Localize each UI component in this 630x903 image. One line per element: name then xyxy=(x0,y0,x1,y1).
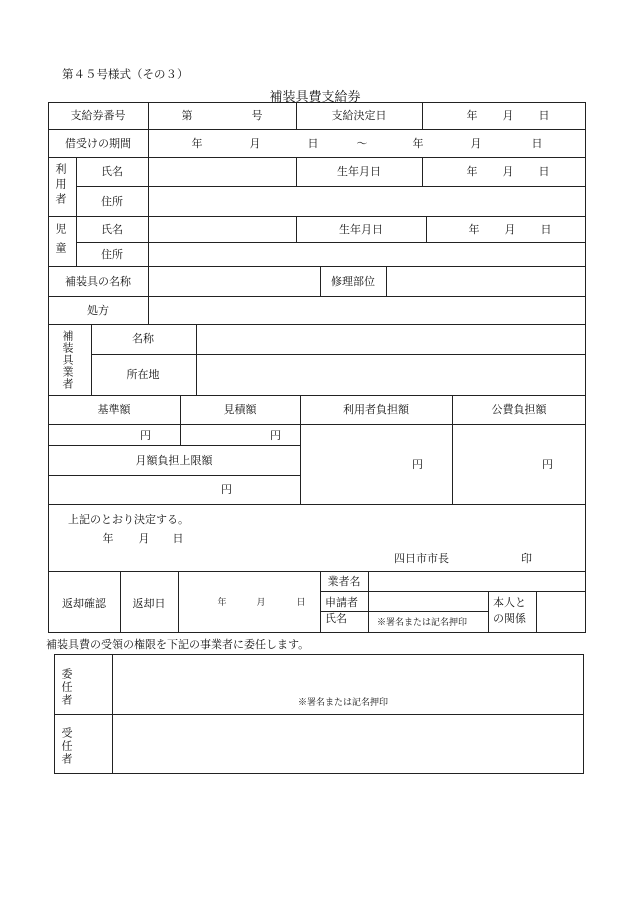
loan-end-month: 月 xyxy=(470,137,482,150)
return-date-label: 返却日 xyxy=(132,597,166,610)
decision-year: 年 xyxy=(466,109,478,122)
estimate-amount-header: 見積額 xyxy=(223,403,257,416)
monthly-limit-label: 月額負担上限額 xyxy=(135,454,213,467)
form-title: 補装具費支給券 xyxy=(269,90,361,105)
user-birth-month: 月 xyxy=(502,165,514,178)
child-birth-label: 生年月日 xyxy=(339,223,383,236)
applicant-label-line2: 氏名 xyxy=(325,612,347,625)
decision-day: 日 xyxy=(538,109,550,122)
estimate-amount-yen: 円 xyxy=(270,429,281,442)
mayor-name: 四日市市長 xyxy=(394,552,449,565)
relation-label xyxy=(493,595,526,627)
monthly-limit-yen: 円 xyxy=(221,483,232,496)
loan-period-label: 借受けの期間 xyxy=(65,137,131,150)
child-birth-day: 日 xyxy=(540,223,552,236)
decision-block-year: 年 xyxy=(102,532,114,545)
decision-block-day: 日 xyxy=(172,532,184,545)
decision-month: 月 xyxy=(502,109,514,122)
loan-start-month: 月 xyxy=(249,137,261,150)
child-address-label: 住所 xyxy=(101,248,123,261)
vendor-location-label: 所在地 xyxy=(126,368,160,381)
user-name-label: 氏名 xyxy=(101,165,123,178)
loan-end-year: 年 xyxy=(412,137,424,150)
vendor-section-label: 補装具業者 xyxy=(61,330,74,390)
ticket-number-label: 支給券番号 xyxy=(70,109,126,122)
vendor-name-label: 名称 xyxy=(132,332,154,345)
child-birth-month: 月 xyxy=(504,223,516,236)
relation-label-line1: 本人と xyxy=(493,596,526,609)
standard-amount-header: 基準額 xyxy=(97,403,131,416)
user-birth-label: 生年月日 xyxy=(337,165,381,178)
loan-tilde: ～ xyxy=(356,137,368,150)
relation-label-line2: の関係 xyxy=(493,612,526,625)
child-birth-year: 年 xyxy=(468,223,480,236)
loan-start-day: 日 xyxy=(307,137,319,150)
applicant-signature-note: ※署名または記名押印 xyxy=(377,618,468,628)
decision-statement: 上記のとおり決定する。 xyxy=(68,513,189,526)
repair-part-label: 修理部位 xyxy=(331,275,375,288)
child-section-label: 児童 xyxy=(54,223,67,261)
return-confirm-label: 返却確認 xyxy=(62,597,106,610)
public-burden-yen: 円 xyxy=(542,458,553,471)
user-burden-yen: 円 xyxy=(412,458,423,471)
user-section-label: 利用者 xyxy=(54,163,67,208)
return-day: 日 xyxy=(296,598,306,608)
device-name-label: 補装具の名称 xyxy=(65,275,131,288)
prescription-label: 処方 xyxy=(87,304,109,317)
ticket-gou: 号 xyxy=(251,109,263,122)
user-birth-day: 日 xyxy=(538,165,550,178)
applicant-name-label xyxy=(325,595,358,627)
applicant-label-line1: 申請者 xyxy=(325,596,358,609)
return-year: 年 xyxy=(217,598,227,608)
delegatee-label: 受任者 xyxy=(60,727,73,766)
ticket-dai: 第 xyxy=(181,109,193,122)
child-name-label: 氏名 xyxy=(101,223,123,236)
return-month: 月 xyxy=(256,598,266,608)
user-birth-year: 年 xyxy=(466,165,478,178)
user-burden-header: 利用者負担額 xyxy=(343,403,409,416)
loan-end-day: 日 xyxy=(531,137,543,150)
loan-start-year: 年 xyxy=(191,137,203,150)
decision-date-label: 支給決定日 xyxy=(331,109,387,122)
delegator-label: 委任者 xyxy=(60,668,73,707)
form-number: 第４５号様式（その３） xyxy=(62,67,189,81)
mayor-seal: 印 xyxy=(521,552,532,565)
user-address-label: 住所 xyxy=(101,195,123,208)
vendor-name-field-label: 業者名 xyxy=(327,575,361,588)
standard-amount-yen: 円 xyxy=(140,429,151,442)
decision-block-month: 月 xyxy=(138,532,150,545)
public-burden-header: 公費負担額 xyxy=(491,403,547,416)
delegation-statement: 補装具費の受領の権限を下記の事業者に委任します。 xyxy=(46,638,310,651)
delegator-signature-note: ※署名または記名押印 xyxy=(298,698,389,708)
